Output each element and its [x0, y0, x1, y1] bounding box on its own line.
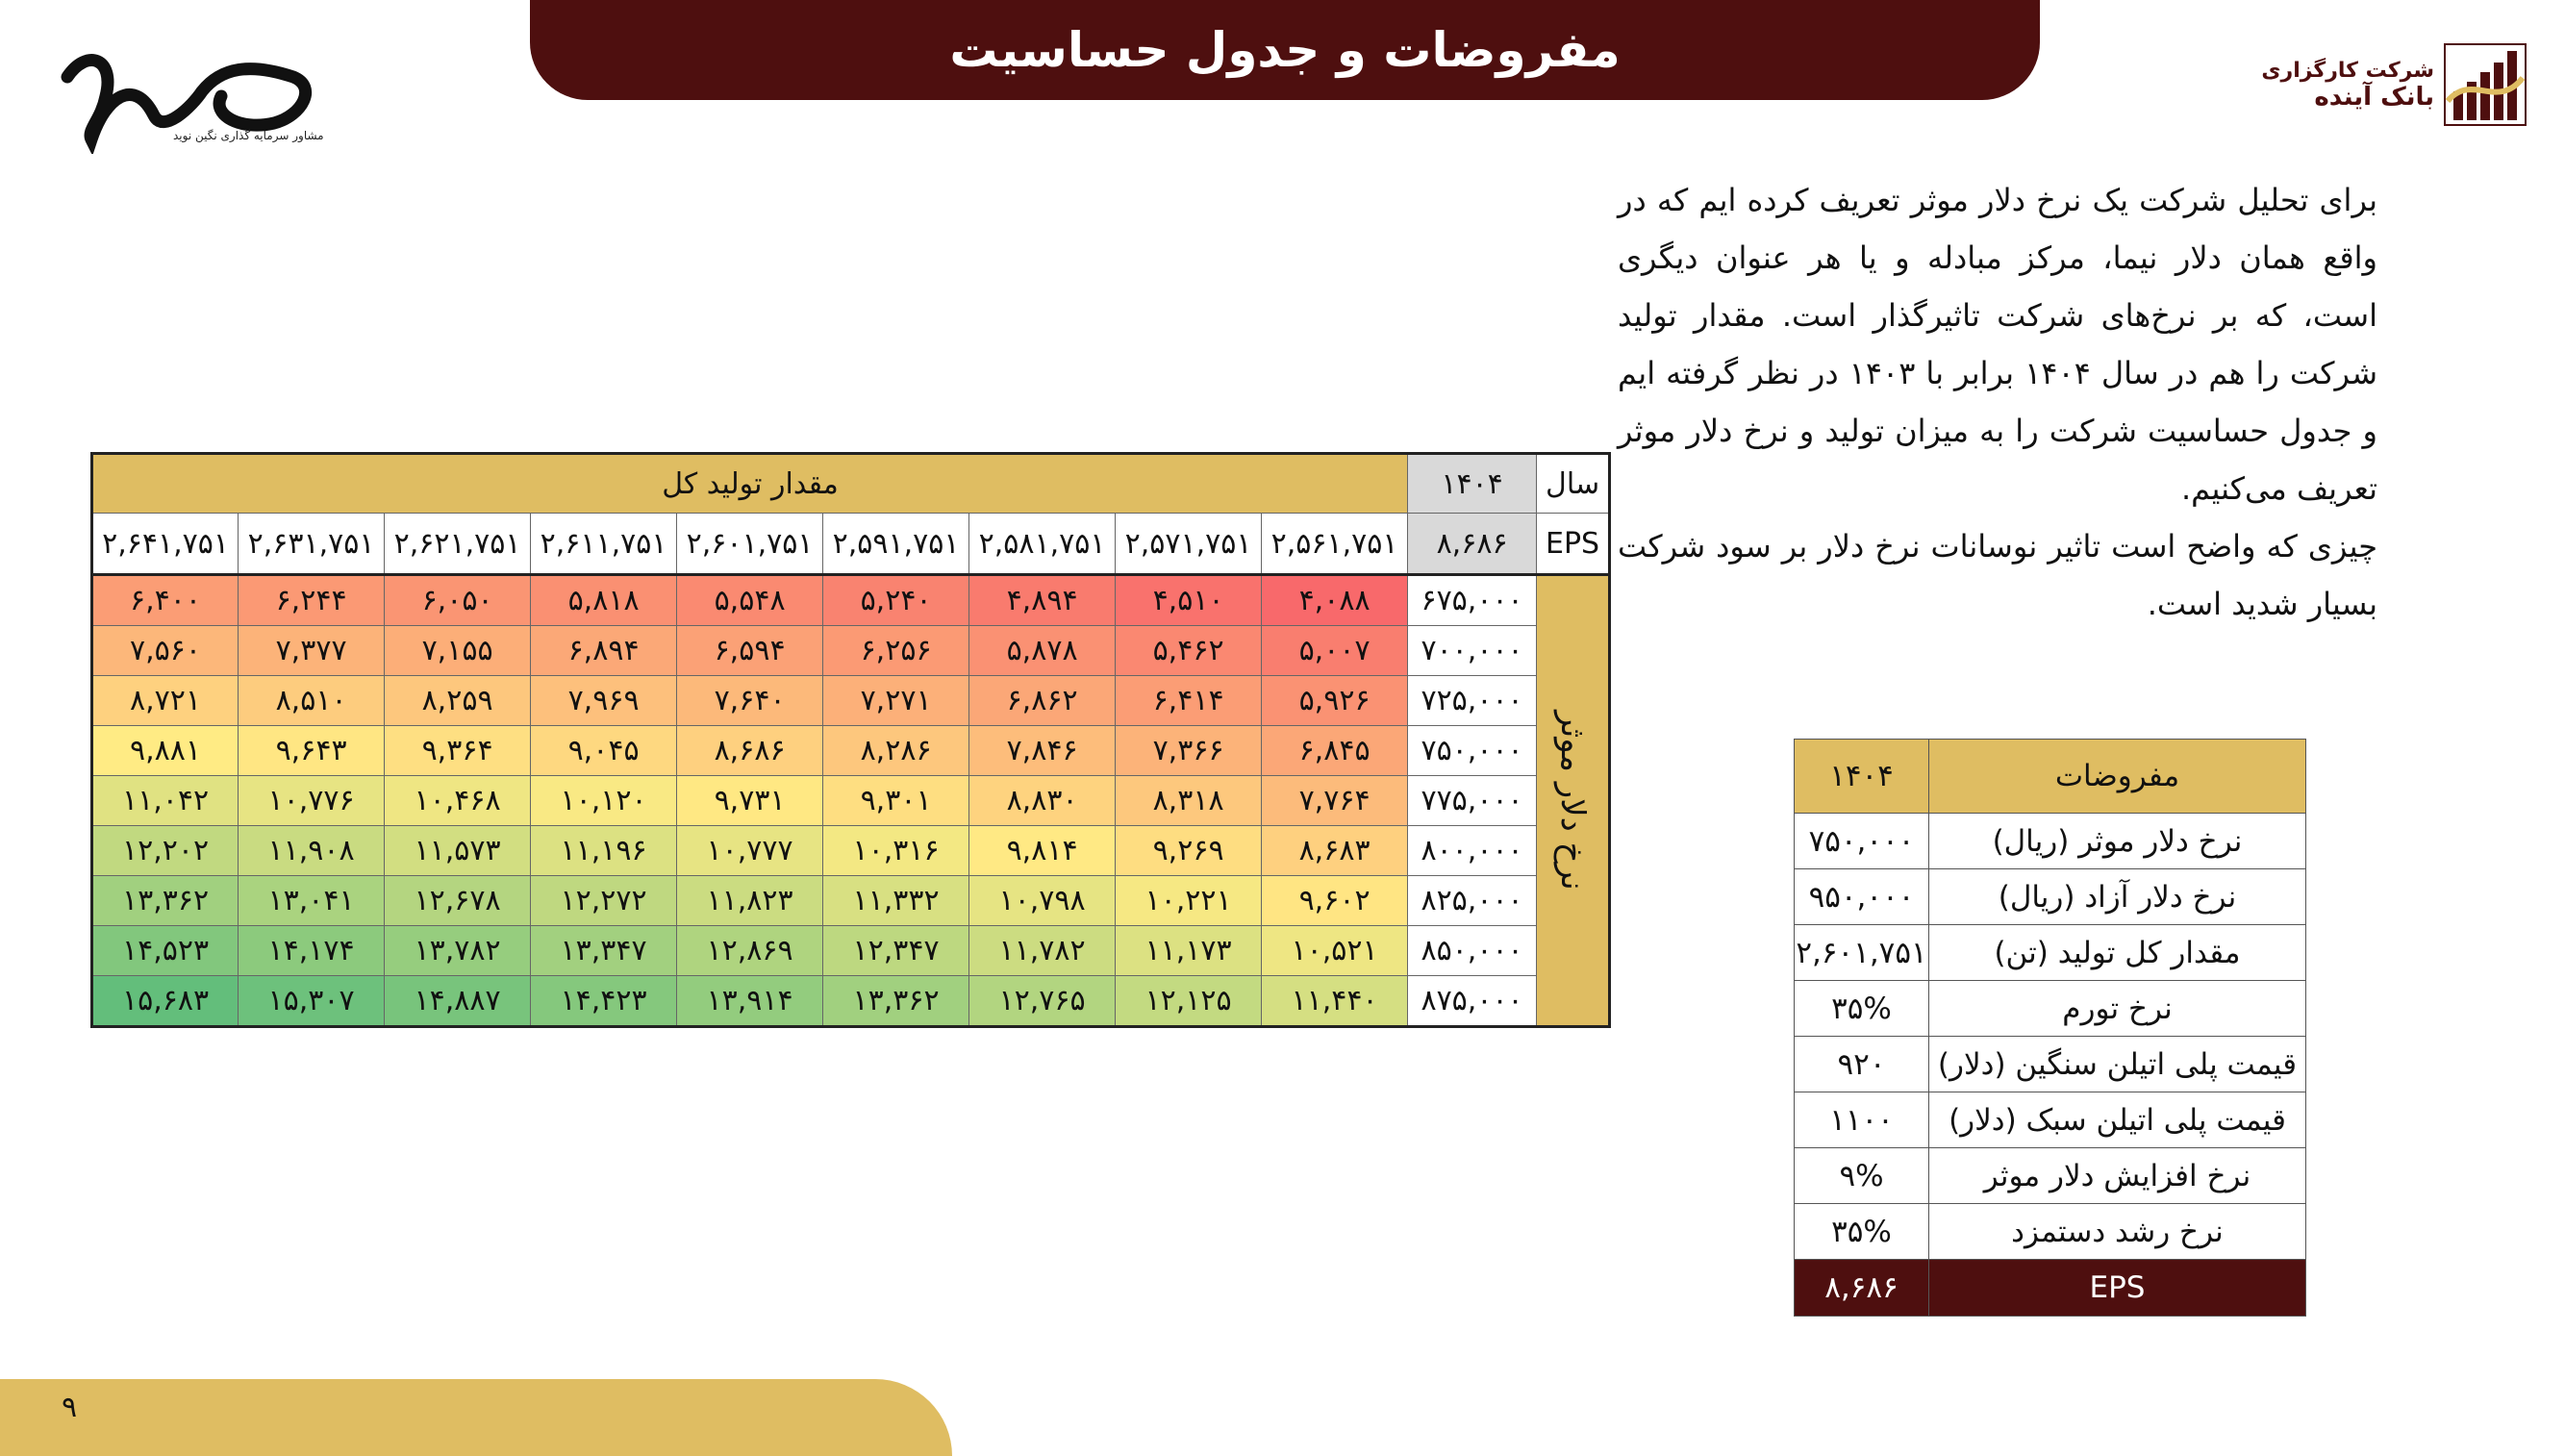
assumption-row — [1795, 981, 2306, 1037]
eps-cell: ۸,۶۸۳ — [1262, 826, 1408, 876]
assumption-row — [1795, 1148, 2306, 1204]
assumption-eps-row — [1795, 1260, 2306, 1317]
eps-cell: ۱۰,۷۷۶ — [239, 776, 385, 826]
logo-right-line2: بانک آینده — [2314, 82, 2434, 112]
assumption-value: ۳۵% — [1795, 981, 1929, 1037]
intro-text — [1618, 171, 2377, 633]
eps-cell: ۸,۲۸۶ — [823, 726, 969, 776]
assumption-row — [1795, 1092, 2306, 1148]
logo-left-caption: مشاور سرمایه گذاری نگین نوید — [173, 129, 324, 142]
assumption-eps-value: ۸,۶۸۶ — [1795, 1260, 1929, 1317]
assumption-value: ۲,۶۰۱,۷۵۱ — [1795, 925, 1929, 981]
eps-cell: ۴,۰۸۸ — [1262, 575, 1408, 626]
dollar-rate-cell: ۸۰۰,۰۰۰ — [1408, 826, 1537, 876]
eps-cell: ۷,۷۶۴ — [1262, 776, 1408, 826]
sensitivity-row — [92, 575, 1610, 626]
eps-cell: ۸,۳۱۸ — [1116, 776, 1262, 826]
eps-cell: ۱۴,۴۲۳ — [531, 976, 677, 1027]
eps-cell: ۵,۸۱۸ — [531, 575, 677, 626]
sensitivity-row — [92, 976, 1610, 1027]
assumption-eps-label: EPS — [1929, 1260, 2306, 1317]
eps-cell: ۹,۸۸۱ — [92, 726, 239, 776]
assumption-label: نرخ تورم — [1929, 981, 2306, 1037]
eps-value-cell: ۸,۶۸۶ — [1408, 514, 1537, 575]
year-value-cell: ۱۴۰۴ — [1408, 454, 1537, 514]
eps-cell: ۱۱,۸۲۳ — [677, 876, 823, 926]
eps-cell: ۶,۸۶۲ — [969, 676, 1116, 726]
production-column-header: ۲,۶۱۱,۷۵۱ — [531, 514, 677, 575]
assumption-label: نرخ دلار آزاد (ریال) — [1929, 869, 2306, 925]
eps-cell: ۵,۸۷۸ — [969, 626, 1116, 676]
eps-cell: ۷,۸۴۶ — [969, 726, 1116, 776]
eps-cell: ۱۰,۳۱۶ — [823, 826, 969, 876]
eps-cell: ۱۰,۵۲۱ — [1262, 926, 1408, 976]
production-column-header: ۲,۵۹۱,۷۵۱ — [823, 514, 969, 575]
bar-chart-logo-icon — [2444, 43, 2527, 126]
eps-cell: ۸,۲۵۹ — [385, 676, 531, 726]
dollar-rate-cell: ۷۷۵,۰۰۰ — [1408, 776, 1537, 826]
eps-cell: ۱۱,۹۰۸ — [239, 826, 385, 876]
eps-cell: ۹,۶۴۳ — [239, 726, 385, 776]
production-column-header: ۲,۶۴۱,۷۵۱ — [92, 514, 239, 575]
eps-cell: ۱۳,۷۸۲ — [385, 926, 531, 976]
eps-cell: ۴,۵۱۰ — [1116, 575, 1262, 626]
production-header: مقدار تولید کل — [92, 454, 1408, 514]
eps-cell: ۱۵,۳۰۷ — [239, 976, 385, 1027]
assumption-value: ۹۵۰,۰۰۰ — [1795, 869, 1929, 925]
assumptions-table — [1794, 739, 2306, 1317]
sensitivity-row — [92, 726, 1610, 776]
eps-cell: ۱۱,۱۹۶ — [531, 826, 677, 876]
eps-cell: ۷,۶۴۰ — [677, 676, 823, 726]
assumption-label: قیمت پلی اتیلن سنگین (دلار) — [1929, 1037, 2306, 1092]
eps-cell: ۱۲,۶۷۸ — [385, 876, 531, 926]
page-title: مفروضات و جدول حساسیت — [949, 22, 1621, 78]
dollar-rate-row-label: نرخ دلار موثر — [1553, 711, 1593, 891]
eps-cell: ۶,۲۵۶ — [823, 626, 969, 676]
eps-cell: ۷,۳۷۷ — [239, 626, 385, 676]
sensitivity-row — [92, 826, 1610, 876]
eps-cell: ۹,۷۳۱ — [677, 776, 823, 826]
eps-cell: ۵,۰۰۷ — [1262, 626, 1408, 676]
assumption-value: ۹% — [1795, 1148, 1929, 1204]
sensitivity-row — [92, 676, 1610, 726]
sensitivity-row — [92, 926, 1610, 976]
eps-cell: ۶,۵۹۴ — [677, 626, 823, 676]
eps-cell: ۱۴,۸۸۷ — [385, 976, 531, 1027]
eps-cell: ۸,۸۳۰ — [969, 776, 1116, 826]
eps-cell: ۱۳,۹۱۴ — [677, 976, 823, 1027]
intro-paragraph-1: برای تحلیل شرکت یک نرخ دلار موثر تعریف کرده ایم که در واقع همان دلار نیما، مرکز مبادله و یا هر عنوان دیگری است، که بر نرخ‌های شرکت تاثیرگذار است. مقدار تولید شرکت را هم در سال ۱۴۰۴ برابر با ۱۴۰۳ در نظر گرفته ایم و جدول حساسیت شرکت را به میزان تولید و نرخ دلار موثر تعریف می‌کنیم. — [1618, 182, 2378, 507]
dollar-rate-cell: ۷۵۰,۰۰۰ — [1408, 726, 1537, 776]
eps-cell: ۱۰,۱۲۰ — [531, 776, 677, 826]
eps-cell: ۴,۸۹۴ — [969, 575, 1116, 626]
eps-cell: ۱۲,۷۶۵ — [969, 976, 1116, 1027]
eps-cell: ۵,۴۶۲ — [1116, 626, 1262, 676]
assumptions-header-label: مفروضات — [1929, 740, 2306, 814]
sensitivity-row — [92, 876, 1610, 926]
title-banner — [530, 0, 2040, 100]
production-column-header: ۲,۵۸۱,۷۵۱ — [969, 514, 1116, 575]
assumption-label: نرخ افزایش دلار موثر — [1929, 1148, 2306, 1204]
assumption-row — [1795, 814, 2306, 869]
assumptions-header-year: ۱۴۰۴ — [1795, 740, 1929, 814]
assumption-value: ۳۵% — [1795, 1204, 1929, 1260]
eps-cell: ۱۱,۴۴۰ — [1262, 976, 1408, 1027]
dollar-rate-row-header — [1537, 575, 1610, 1027]
eps-cell: ۵,۵۴۸ — [677, 575, 823, 626]
dollar-rate-cell: ۸۷۵,۰۰۰ — [1408, 976, 1537, 1027]
eps-cell: ۱۲,۸۶۹ — [677, 926, 823, 976]
intro-paragraph-2: چیزی که واضح است تاثیر نوسانات نرخ دلار بر سود شرکت بسیار شدید است. — [1618, 528, 2377, 622]
sensitivity-row — [92, 776, 1610, 826]
eps-cell: ۱۳,۳۶۲ — [92, 876, 239, 926]
eps-cell: ۷,۳۶۶ — [1116, 726, 1262, 776]
sensitivity-table — [90, 452, 1611, 1028]
assumption-row — [1795, 869, 2306, 925]
eps-cell: ۷,۱۵۵ — [385, 626, 531, 676]
logo-right-line1: شرکت کارگزاری — [2261, 58, 2434, 83]
eps-cell: ۱۱,۳۳۲ — [823, 876, 969, 926]
eps-cell: ۱۴,۱۷۴ — [239, 926, 385, 976]
page-number: ۹ — [62, 1391, 78, 1424]
footer-tab — [0, 1379, 952, 1456]
eps-cell: ۱۰,۷۹۸ — [969, 876, 1116, 926]
production-column-header: ۲,۶۰۱,۷۵۱ — [677, 514, 823, 575]
eps-cell: ۸,۷۲۱ — [92, 676, 239, 726]
eps-cell: ۱۲,۲۰۲ — [92, 826, 239, 876]
assumption-row — [1795, 925, 2306, 981]
ayandeh-brokerage-logo — [2261, 43, 2527, 126]
eps-cell: ۶,۴۱۴ — [1116, 676, 1262, 726]
eps-cell: ۹,۸۱۴ — [969, 826, 1116, 876]
eps-cell: ۸,۵۱۰ — [239, 676, 385, 726]
eps-cell: ۶,۸۴۵ — [1262, 726, 1408, 776]
year-label-cell: سال — [1537, 454, 1610, 514]
eps-cell: ۱۲,۲۷۲ — [531, 876, 677, 926]
eps-cell: ۱۲,۱۲۵ — [1116, 976, 1262, 1027]
eps-cell: ۱۰,۴۶۸ — [385, 776, 531, 826]
assumption-row — [1795, 1204, 2306, 1260]
dollar-rate-cell: ۸۲۵,۰۰۰ — [1408, 876, 1537, 926]
eps-cell: ۹,۰۴۵ — [531, 726, 677, 776]
eps-cell: ۵,۲۴۰ — [823, 575, 969, 626]
eps-cell: ۱۱,۷۸۲ — [969, 926, 1116, 976]
eps-cell: ۸,۶۸۶ — [677, 726, 823, 776]
assumption-label: نرخ دلار موثر (ریال) — [1929, 814, 2306, 869]
eps-cell: ۶,۸۹۴ — [531, 626, 677, 676]
eps-cell: ۹,۳۰۱ — [823, 776, 969, 826]
eps-cell: ۱۳,۳۶۲ — [823, 976, 969, 1027]
eps-cell: ۶,۲۴۴ — [239, 575, 385, 626]
eps-cell: ۷,۲۷۱ — [823, 676, 969, 726]
assumption-label: نرخ رشد دستمزد — [1929, 1204, 2306, 1260]
eps-cell: ۶,۴۰۰ — [92, 575, 239, 626]
assumption-value: ۱۱۰۰ — [1795, 1092, 1929, 1148]
eps-cell: ۷,۵۶۰ — [92, 626, 239, 676]
dollar-rate-cell: ۸۵۰,۰۰۰ — [1408, 926, 1537, 976]
production-column-header: ۲,۵۷۱,۷۵۱ — [1116, 514, 1262, 575]
production-column-header: ۲,۶۳۱,۷۵۱ — [239, 514, 385, 575]
production-column-header: ۲,۶۲۱,۷۵۱ — [385, 514, 531, 575]
assumption-value: ۹۲۰ — [1795, 1037, 1929, 1092]
dollar-rate-cell: ۶۷۵,۰۰۰ — [1408, 575, 1537, 626]
dollar-rate-cell: ۷۲۵,۰۰۰ — [1408, 676, 1537, 726]
sensitivity-row — [92, 626, 1610, 676]
eps-cell: ۵,۹۲۶ — [1262, 676, 1408, 726]
eps-cell: ۶,۰۵۰ — [385, 575, 531, 626]
assumption-row — [1795, 1037, 2306, 1092]
eps-cell: ۱۲,۳۴۷ — [823, 926, 969, 976]
eps-cell: ۱۱,۰۴۲ — [92, 776, 239, 826]
eps-cell: ۱۰,۲۲۱ — [1116, 876, 1262, 926]
eps-cell: ۱۱,۵۷۳ — [385, 826, 531, 876]
eps-cell: ۱۳,۰۴۱ — [239, 876, 385, 926]
production-column-header: ۲,۵۶۱,۷۵۱ — [1262, 514, 1408, 575]
assumption-label: مقدار کل تولید (تن) — [1929, 925, 2306, 981]
eps-cell: ۷,۹۶۹ — [531, 676, 677, 726]
eps-cell: ۱۱,۱۷۳ — [1116, 926, 1262, 976]
eps-cell: ۹,۲۶۹ — [1116, 826, 1262, 876]
eps-cell: ۱۴,۵۲۳ — [92, 926, 239, 976]
eps-cell: ۹,۳۶۴ — [385, 726, 531, 776]
eps-cell: ۱۰,۷۷۷ — [677, 826, 823, 876]
dollar-rate-cell: ۷۰۰,۰۰۰ — [1408, 626, 1537, 676]
eps-label-cell: EPS — [1537, 514, 1610, 575]
eps-cell: ۱۵,۶۸۳ — [92, 976, 239, 1027]
assumption-value: ۷۵۰,۰۰۰ — [1795, 814, 1929, 869]
eps-cell: ۹,۶۰۲ — [1262, 876, 1408, 926]
assumption-label: قیمت پلی اتیلن سبک (دلار) — [1929, 1092, 2306, 1148]
eps-cell: ۱۳,۳۴۷ — [531, 926, 677, 976]
